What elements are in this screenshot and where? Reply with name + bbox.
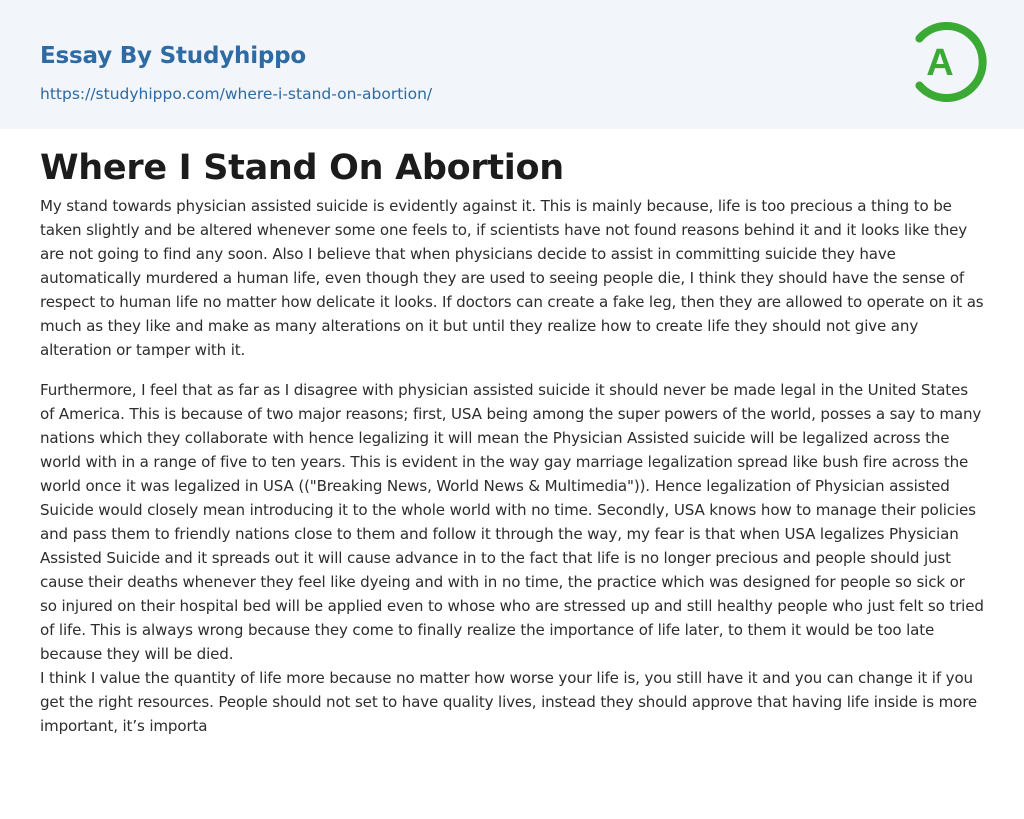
- page-url-link[interactable]: https://studyhippo.com/where-i-stand-on-abortion/: [40, 85, 433, 103]
- site-header: [0, 0, 1024, 129]
- article-paragraph: I think I value the quantity of life more because no matter how worse your life is, you still have it and you can change it if you get the right resources. People should not set to have quality lives, instead they should approve that having life inside is more important, it’s importa: [40, 669, 978, 735]
- article-paragraph: My stand towards physician assisted suicide is evidently against it. This is mainly because, life is too precious a thing to be taken slightly and be altered whenever some one feels to, if scientists have not found reasons behind it and it looks like they are not going to find any soon. Also I believe that when physicians decide to assist in committing suicide they have automatically murdered a human life, even though they are used to seeing people die, I think they should have the sense of respect to human life no matter how delicate it looks. If doctors can create a fake leg, then they are allowed to operate on it as much as they like and make as many alterations on it but until they realize how to create life they should not give any alteration or tamper with it.: [40, 197, 984, 359]
- logo-letter: A: [926, 42, 954, 84]
- article-paragraph: Furthermore, I feel that as far as I disagree with physician assisted suicide it should never be made legal in the United States of America. This is because of two major reasons; first, USA being among the super powers of the world, posses a say to many nations which they collaborate with hence legalizing it will mean the Physician Assisted suicide will be legalized across the world with in a range of five to ten years. This is evident in the way gay marriage legalization spread like bush fire across the world once it was legalized in USA (("Breaking News, World News & Multimedia")). Hence legalization of Physician assisted Suicide would closely mean introducing it to the whole world with no time. Secondly, USA knows how to manage their policies and pass them to friendly nations close to them and follow it through the way, my fear is that when USA legalizes Physician Assisted Suicide and it spreads out it will cause advance in to the fact that life is no longer precious and people should just cause their deaths whenever they feel like dyeing and with in no time, the practice which was designed for people so sick or so injured on their hospital bed will be applied even to whose who are stressed up and still healthy people who just felt so tried of life. This is always wrong because they come to finally realize the importance of life later, to them it would be too late because they will be died.: [40, 381, 984, 663]
- article-body: [40, 194, 984, 738]
- site-brand[interactable]: Essay By Studyhippo: [40, 43, 307, 69]
- studyhippo-logo-icon[interactable]: [908, 18, 988, 106]
- article-title: Where I Stand On Abortion: [40, 148, 564, 188]
